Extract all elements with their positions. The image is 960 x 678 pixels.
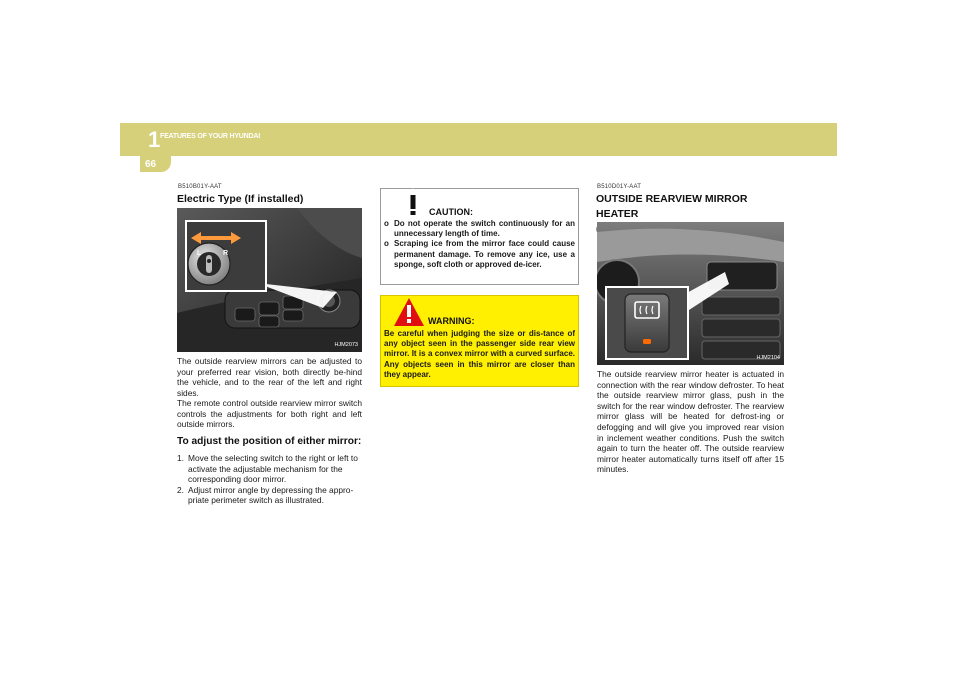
- warning-box: [380, 295, 579, 387]
- subheading: To adjust the position of either mirror:: [177, 436, 362, 447]
- section-code: B510B01Y-AAT: [178, 184, 222, 190]
- caution-item: Scraping ice from the mirror face could cause permanent damage. To remove any ice, use a sponge, soft cloth or approved de-icer.: [394, 239, 575, 269]
- chapter-number: 1: [148, 127, 161, 152]
- door-panel-illustration: [177, 208, 362, 352]
- body-paragraph-1: The outside rearview mirrors can be adjusted to your preferred rear vision, both directly be-hind the vehicle, and to the rear of the left and right sides.: [177, 356, 362, 398]
- caution-list: [384, 219, 575, 270]
- steps-list: [177, 453, 362, 506]
- indicator-light: [643, 339, 651, 344]
- caution-title: CAUTION:: [429, 207, 473, 217]
- list-item: [384, 219, 575, 239]
- caution-item: Do not operate the switch continuously for an unnecessary length of time.: [394, 219, 575, 239]
- mirror-switch-figure: [177, 208, 362, 352]
- switch-right-label: R: [223, 250, 229, 257]
- step-number: 1.: [177, 453, 184, 463]
- section-title-line: OUTSIDE REARVIEW MIRROR HEATER: [596, 193, 748, 220]
- figure-label: HJM2073: [334, 342, 358, 348]
- step-text: Adjust mirror angle by depressing the appro-priate perimeter switch as illustrated.: [188, 484, 354, 506]
- list-item: [384, 239, 575, 270]
- section-code: B510D01Y-AAT: [597, 184, 642, 190]
- body-paragraph: The outside rearview mirror heater is actuated in connection with the rear window defroster. To heat the outside rearview mirror glass, push in the switch for the rear window defroster. The rearview mirror glass will be heated for defrost-ing or defogging and will give you improved rear vision in inclement weather conditions. Push the switch again to turn the heater off. The outside rearview mirror heater automatically turns itself off after 15 minutes.: [597, 369, 784, 475]
- list-item: [177, 485, 362, 506]
- body-paragraph-2: The remote control outside rearview mirror switch controls the adjustments for both right and left outside mirrors.: [177, 398, 362, 430]
- page-number: 66: [145, 159, 157, 170]
- warning-text: Be careful when judging the size or dis-tance of any object seen in the passenger side rear view mirror. It is a convex mirror with a curved surface. Any objects seen in this mirror are closer than they appear.: [384, 329, 575, 379]
- caution-box: [380, 188, 579, 285]
- bullet-mark: o: [384, 219, 389, 228]
- list-item: [177, 453, 362, 485]
- dashboard-illustration: [597, 222, 784, 365]
- warning-triangle-icon: [393, 297, 425, 327]
- defroster-figure: [597, 222, 784, 365]
- chapter-title: FEATURES OF YOUR HYUNDAI: [160, 133, 260, 140]
- step-text: Move the selecting switch to the right or left to activate the adjustable mechanism for the corresponding door mirror.: [188, 453, 358, 485]
- warning-triangle-icon: [393, 187, 433, 219]
- section-title: Electric Type (If installed): [177, 193, 304, 205]
- bullet-mark: o: [384, 239, 389, 249]
- warning-title: WARNING:: [428, 316, 475, 326]
- step-number: 2.: [177, 484, 184, 495]
- switch-left-label: L: [197, 250, 202, 257]
- figure-label: HJM2104: [756, 355, 780, 361]
